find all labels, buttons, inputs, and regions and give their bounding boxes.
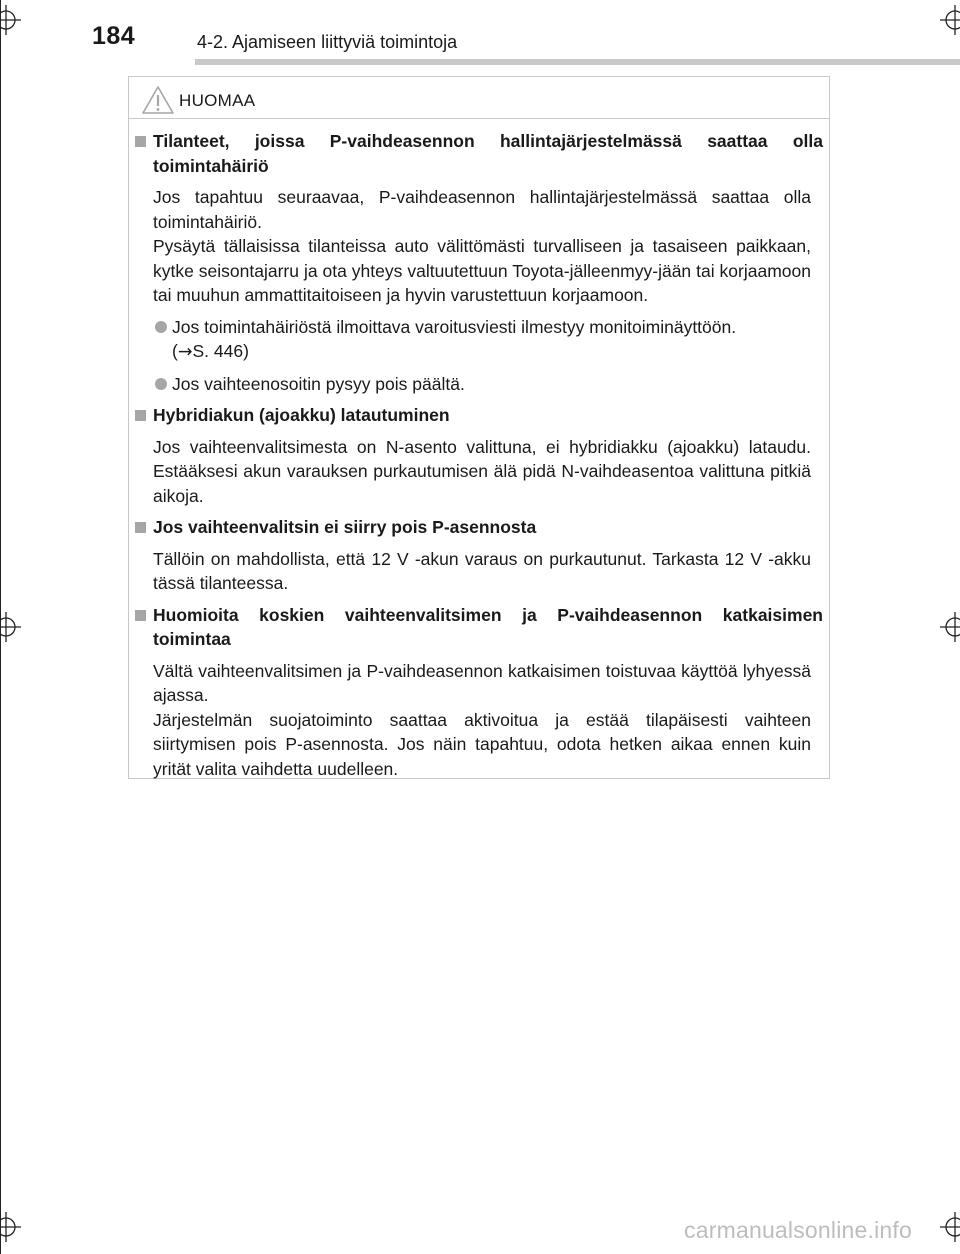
notice-label: HUOMAA <box>179 91 256 110</box>
circle-bullet-icon <box>155 321 167 333</box>
warning-triangle-icon <box>141 85 175 115</box>
section-heading: Hybridiakun (ajoakku) latautuminen <box>129 403 829 428</box>
list-item: Jos toimintahäiriöstä ilmoittava varoitusviesti ilmestyy monitoiminäyttöön. (→S. 446) <box>129 315 829 365</box>
registration-mark-icon <box>0 612 21 642</box>
notice-content <box>129 129 829 788</box>
arrow-right-icon: → <box>177 342 193 362</box>
section-heading: Tilanteet, joissa P-vaihdeasennon hallintajärjestelmässä saattaa olla toimintahäiriö <box>129 129 829 178</box>
section-title: 4-2. Ajamiseen liittyviä toimintoja <box>197 32 458 52</box>
square-bullet-icon <box>135 522 146 533</box>
paragraph: Tällöin on mahdollista, että 12 V -akun varaus on purkautunut. Tarkasta 12 V -akku tässä tilanteessa. <box>153 548 811 593</box>
registration-mark-icon <box>940 1212 960 1242</box>
notice-box <box>128 76 830 779</box>
header-rule <box>195 59 960 65</box>
square-bullet-icon <box>135 410 146 421</box>
notice-divider <box>129 118 829 119</box>
registration-mark-icon <box>940 612 960 642</box>
crop-line <box>0 0 1 1254</box>
watermark: carmanualsonline.info <box>684 1217 912 1243</box>
page-reference: S. 446) <box>192 341 249 361</box>
square-bullet-icon <box>135 136 146 147</box>
page-number: 184 <box>92 22 136 50</box>
circle-bullet-icon <box>155 378 167 390</box>
square-bullet-icon <box>135 610 146 621</box>
section-heading: Huomioita koskien vaihteenvalitsimen ja P-vaihdeasennon katkaisimen toimintaa <box>129 603 829 652</box>
paragraph: Jos vaihteenvalitsimesta on N-asento valittuna, ei hybridiakku (ajoakku) lataudu. Estääksesi akun varauksen purkautumisen älä pidä N-vaihdeasentoa valittuna pitkiä aikoja. <box>153 436 811 506</box>
list-item: Jos vaihteenosoitin pysyy pois päältä. <box>129 372 829 397</box>
notice-header <box>141 85 255 115</box>
section-heading: Jos vaihteenvalitsin ei siirry pois P-asennosta <box>129 515 829 540</box>
page-header <box>0 0 960 70</box>
registration-mark-icon <box>0 1212 21 1242</box>
paragraph: Jos tapahtuu seuraavaa, P-vaihdeasennon hallintajärjestelmässä saattaa olla toimintahäiriö. Pysäytä tällaisissa tilanteissa auto välittömästi turvalliseen ja tasaiseen paikkaan, kytke seisontajarru ja ota yhteys valtuutettuun Toyota-jälleenmyy-jään tai korjaamoon tai muuhun ammattitaitoiseen ja hyvin varustettuun korjaamoon. <box>153 187 811 305</box>
paragraph: Vältä vaihteenvalitsimen ja P-vaihdeasennon katkaisimen toistuvaa käyttöä lyhyessä ajassa. Järjestelmän suojatoiminto saattaa aktivoitua ja estää tilapäisesti vaihteen siirtymisen pois P-asennosta. Jos näin tapahtuu, odota hetken aikaa ennen kuin yrität valita vaihdetta uudelleen. <box>153 660 811 779</box>
